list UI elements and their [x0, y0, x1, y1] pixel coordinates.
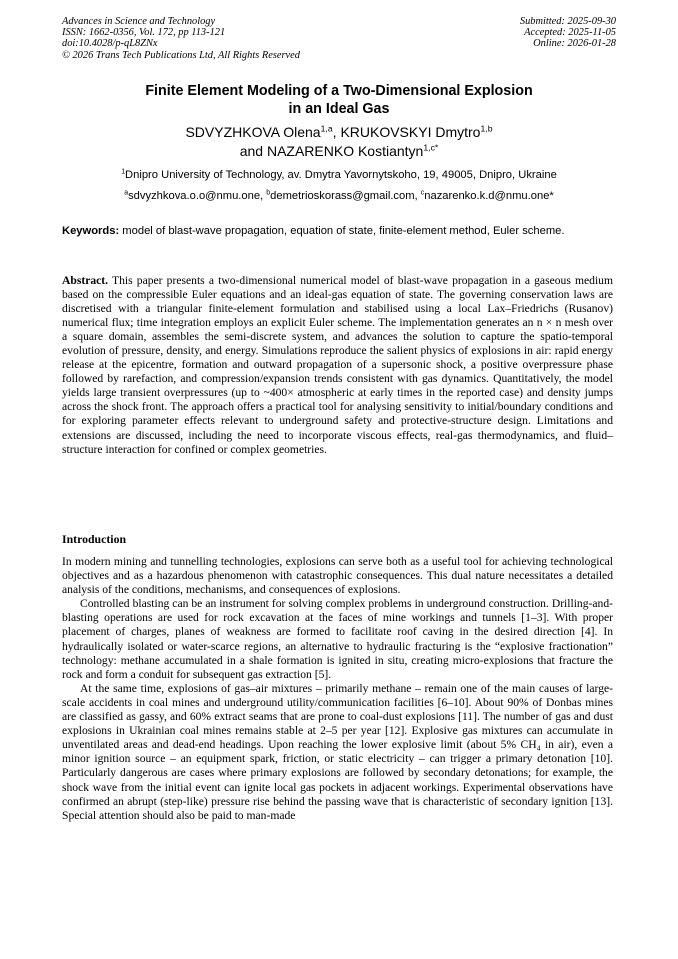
- author-2: KRUKOVSKYI Dmytro: [340, 124, 481, 140]
- keywords-text: model of blast-wave propagation, equation of state, finite-element method, Euler scheme.: [119, 225, 565, 237]
- journal-info: [62, 16, 300, 61]
- author-3: NAZARENKO Kostiantyn: [266, 142, 424, 159]
- keywords-label: Keywords:: [62, 225, 120, 237]
- author-3-affiliation: 1,c*: [423, 141, 439, 152]
- section-heading-introduction: Introduction: [62, 532, 127, 546]
- introduction-paragraph-1: In modern mining and tunnelling technologies, explosions can serve both as a useful tool for achieving technological objectives and as a hazardous phenomenon with catastrophic consequences. This dual nature necessitates a detailed analysis of the conditions, mechanisms, and consequences of explosions.: [62, 555, 613, 597]
- email-b: demetrioskorass@gmail.com,: [270, 190, 421, 202]
- publication-dates: [520, 16, 616, 50]
- author-emails: [62, 189, 616, 203]
- affiliation: [62, 168, 616, 182]
- affiliation-marker: 1: [121, 168, 126, 176]
- author-conjunction: and: [239, 142, 267, 159]
- doi-line: doi:10.4028/p-qL8ZNx: [62, 38, 158, 50]
- author-2-affiliation: 1,b: [480, 123, 493, 134]
- journal-name: Advances in Science and Technology: [62, 16, 216, 27]
- email-c: nazarenko.k.d@nmu.one*: [424, 190, 554, 202]
- abstract: [62, 274, 613, 457]
- authors-line-2: [62, 142, 616, 161]
- keywords: [62, 224, 613, 238]
- affiliation-text: Dnipro University of Technology, av. Dmytra Yavornytskoho, 19, 49005, Dnipro, Ukraine: [125, 169, 557, 181]
- email-marker-c: c: [420, 189, 425, 197]
- email-a: sdvyzhkova.o.o@nmu.one,: [128, 190, 267, 202]
- issn-line: ISSN: 1662-0356, Vol. 172, pp 113-121: [62, 27, 226, 39]
- author-1: SDVYZHKOVA Olena: [185, 124, 321, 140]
- abstract-label: Abstract.: [62, 274, 109, 287]
- email-marker-b: b: [266, 189, 271, 197]
- author-list: [62, 123, 616, 160]
- abstract-text: This paper presents a two-dimensional numerical model of blast-wave propagation in a gaseous medium based on the compressible Euler equations and an ideal-gas equation of state. The governing conservation laws are discretised with a triangular finite-element formulation and stabilised using a local Lax–Friedrichs (Rusanov) numerical flux; time integration employs an explicit Euler scheme. The implementation generates an n × n mesh over a square domain, assembles the semi-discrete system, and advances the solution to capture the spatio-temporal evolution of pressure, density, and energy. Simulations reproduce the salient physics of explosions in air: rapid energy release at the epicentre, formation and outward propagation of a supersonic shock, a positive overpressure phase followed by rarefaction, and compression/expansion trends consistent with gas dynamics. Quantitatively, the model yields large transient overpressures (up to ~400× atmospheric at early times in the reported case) and density jumps across the shock front. The approach offers a practical tool for analysing sensitivity to initial/boundary conditions and for exploring parameter effects relevant to underground safety and protective-structure design. Limitations and extensions are discussed, including the need to incorporate viscous effects, real-gas thermodynamics, and fluid–structure interaction for confined or complex geometries.: [62, 274, 613, 456]
- submitted-date: Submitted: 2025-09-30: [519, 16, 616, 27]
- email-marker-a: a: [124, 189, 129, 197]
- accepted-date: Accepted: 2025-11-05: [524, 27, 616, 39]
- introduction-paragraph-3: At the same time, explosions of gas–air mixtures – primarily methane – remain one of the main causes of large-scale accidents in coal mines and underground utility/communication facilities [6–10]. About 90% of Donbas mines are classified as gassy, and 60% extract seams that are prone to coal-dust explosions [11]. The number of gas and dust explosions in Ukrainian coal mines remains stable at 2–5 per year [12]. Explosive gas mixtures can accumulate in unventilated areas and dead-end headings. Upon reaching the lower explosive limit (about 5% CH₄ in air), even a minor ignition source – an equipment spark, friction, or static electricity – can trigger a primary detonation [10]. Particularly dangerous are cases where primary explosions are followed by secondary detonations; for example, the shock wave from the initial event can ignite local gas pockets in adjacent workings. Experimental observations have confirmed an abrupt (step-like) pressure rise behind the passing wave that is characteristic of secondary ignition [13]. Special attention should also be paid to man-made: [62, 681, 613, 822]
- author-separator: ,: [332, 124, 341, 140]
- introduction-body: [62, 555, 613, 823]
- paper-title: [62, 82, 616, 118]
- title-line-1: Finite Element Modeling of a Two-Dimensional Explosion: [145, 83, 533, 99]
- author-1-affiliation: 1,a: [320, 123, 333, 134]
- authors-line-1: [62, 123, 616, 142]
- introduction-paragraph-2: Controlled blasting can be an instrument for solving complex problems in underground construction. Drilling-and-blasting operations are used for rock excavation at the faces of mine workings and tunnels [1–3]. With proper placement of charges, planes of weakness are formed to facilitate roof caving in the desired direction [4]. In hydraulically isolated or water-scarce regions, an alternative to hydraulic fracturing is the “explosive fractionation” technology: methane accumulated in a shale formation is ignited in situ, creating micro-explosions that fracture the rock and form a conduit for subsequent gas extraction [5].: [62, 597, 613, 681]
- copyright-line: © 2026 Trans Tech Publications Ltd, All Rights Reserved: [62, 49, 300, 61]
- title-line-2: in an Ideal Gas: [288, 101, 390, 117]
- online-date: Online: 2026-01-28: [533, 38, 616, 50]
